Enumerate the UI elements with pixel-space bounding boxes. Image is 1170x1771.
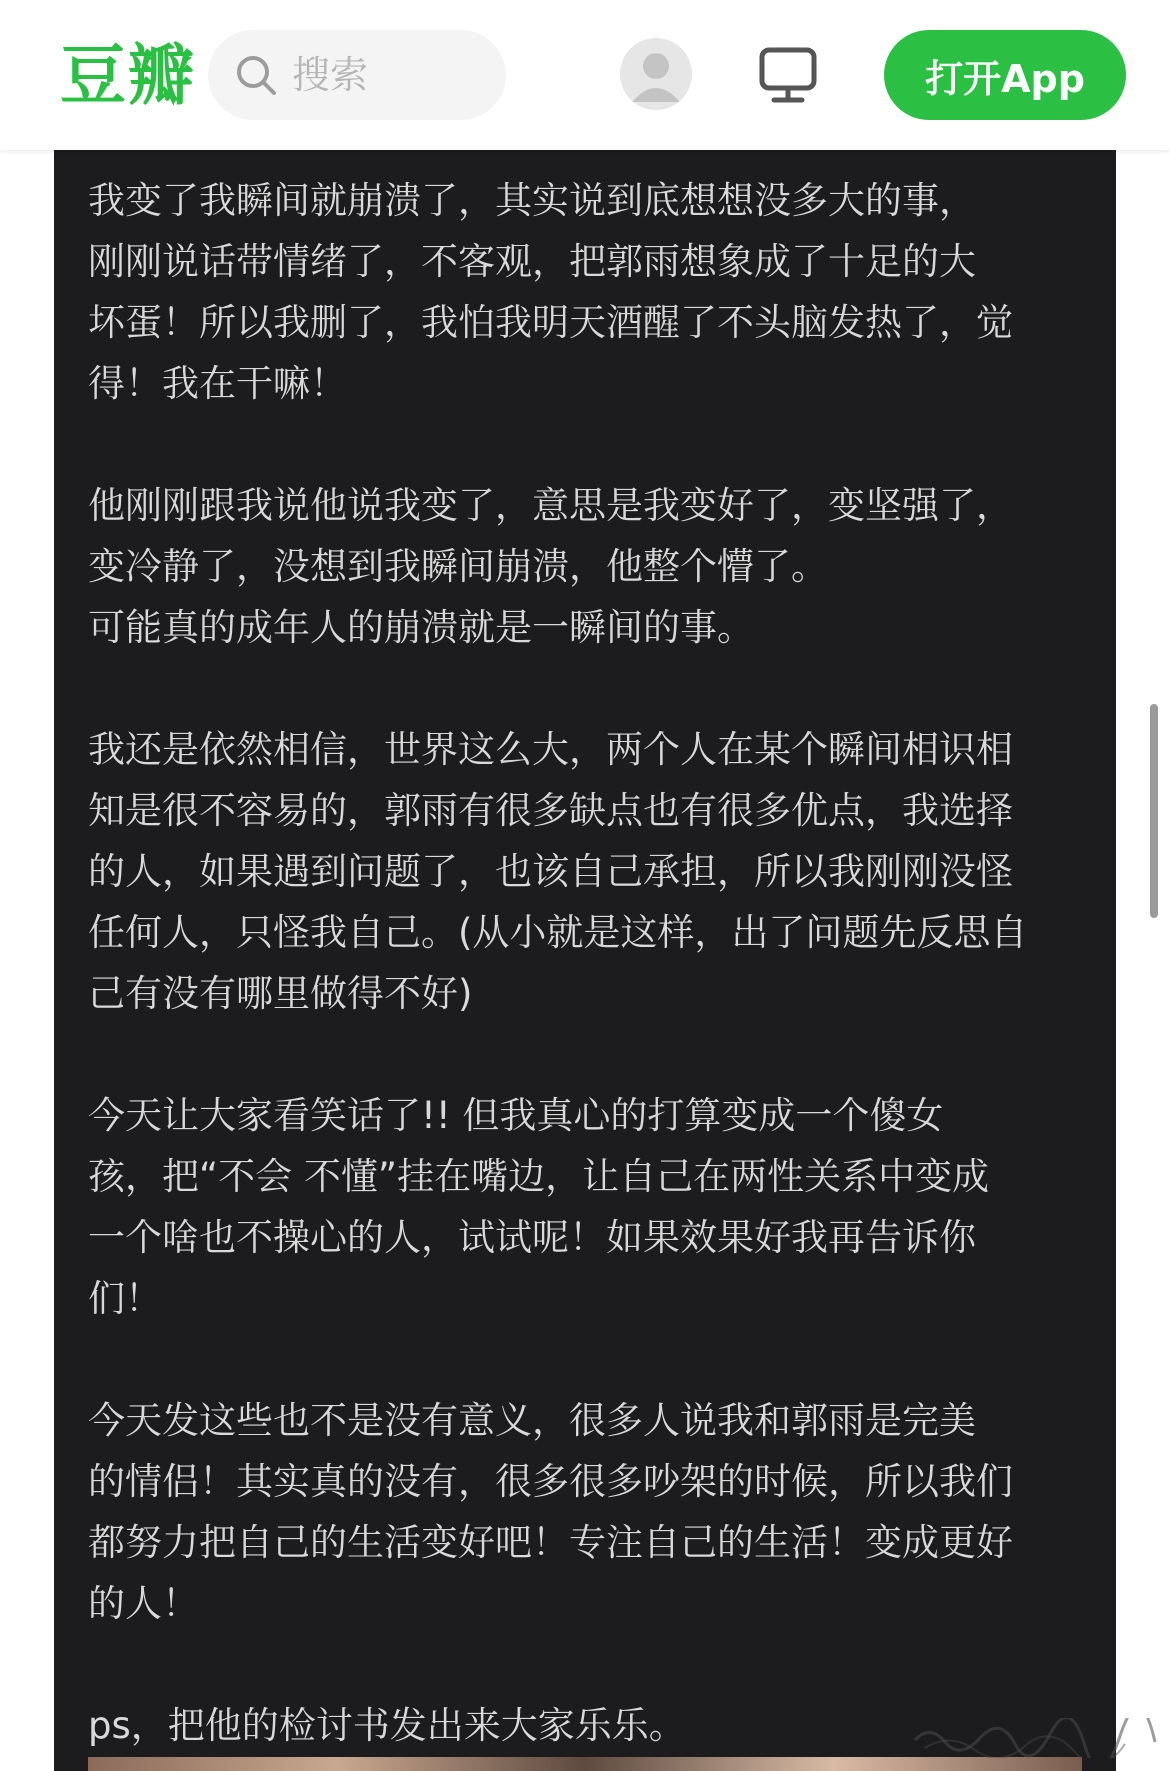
post-paragraph-4: 今天让大家看笑话了!! 但我真心的打算变成一个傻女 孩，把“不会 不懂”挂在嘴边，让自己在两性关系中变成 一个啥也不操心的人，试试呢！如果效果好我再告诉你 们！ (88, 1094, 990, 1320)
search-icon (234, 53, 278, 97)
open-app-button[interactable]: 打开App (884, 30, 1126, 120)
post-paragraph-6: ps，把他的检讨书发出来大家乐乐。 (88, 1704, 686, 1747)
post-content (54, 120, 1116, 1771)
post-image-top-edge[interactable] (88, 1757, 1082, 1771)
post-paragraph-5: 今天发这些也不是没有意义，很多人说我和郭雨是完美 的情侣！其实真的没有，很多很多吵架的时候，所以我们 都努力把自己的生活变好吧！专注自己的生活！变成更好 的人！ (88, 1399, 1013, 1625)
post-paragraph-3: 我还是依然相信，世界这么大，两个人在某个瞬间相识相 知是很不容易的，郭雨有很多缺点也有很多优点，我选择 的人，如果遇到问题了，也该自己承担，所以我刚刚没怪 任何人，只怪我自己。(从小就是这样，出了问题先反思自 己有没有哪里做得不好) (88, 728, 1028, 1015)
post-paragraph-1: 我变了我瞬间就崩溃了，其实说到底想想没多大的事， 刚刚说话带情绪了，不客观，把郭雨想象成了十足的大 坏蛋！所以我删了，我怕我明天酒醒了不头脑发热了，觉 得！我在干嘛！ (88, 179, 1013, 405)
monitor-icon[interactable] (758, 46, 818, 106)
top-navigation-bar (0, 0, 1170, 150)
douban-logo[interactable]: 豆瓣 (60, 37, 196, 114)
search-box[interactable] (208, 30, 506, 120)
watermark-scribble (910, 1718, 1160, 1758)
avatar-icon (620, 38, 692, 110)
post-paragraph-2: 他刚刚跟我说他说我变了，意思是我变好了，变坚强了， 变冷静了，没想到我瞬间崩溃，他整个懵了。 可能真的成年人的崩溃就是一瞬间的事。 (88, 484, 1013, 649)
post-body (88, 170, 1082, 1771)
avatar[interactable] (620, 38, 692, 110)
page-scrollbar[interactable] (1150, 704, 1158, 918)
search-input[interactable] (290, 52, 494, 98)
